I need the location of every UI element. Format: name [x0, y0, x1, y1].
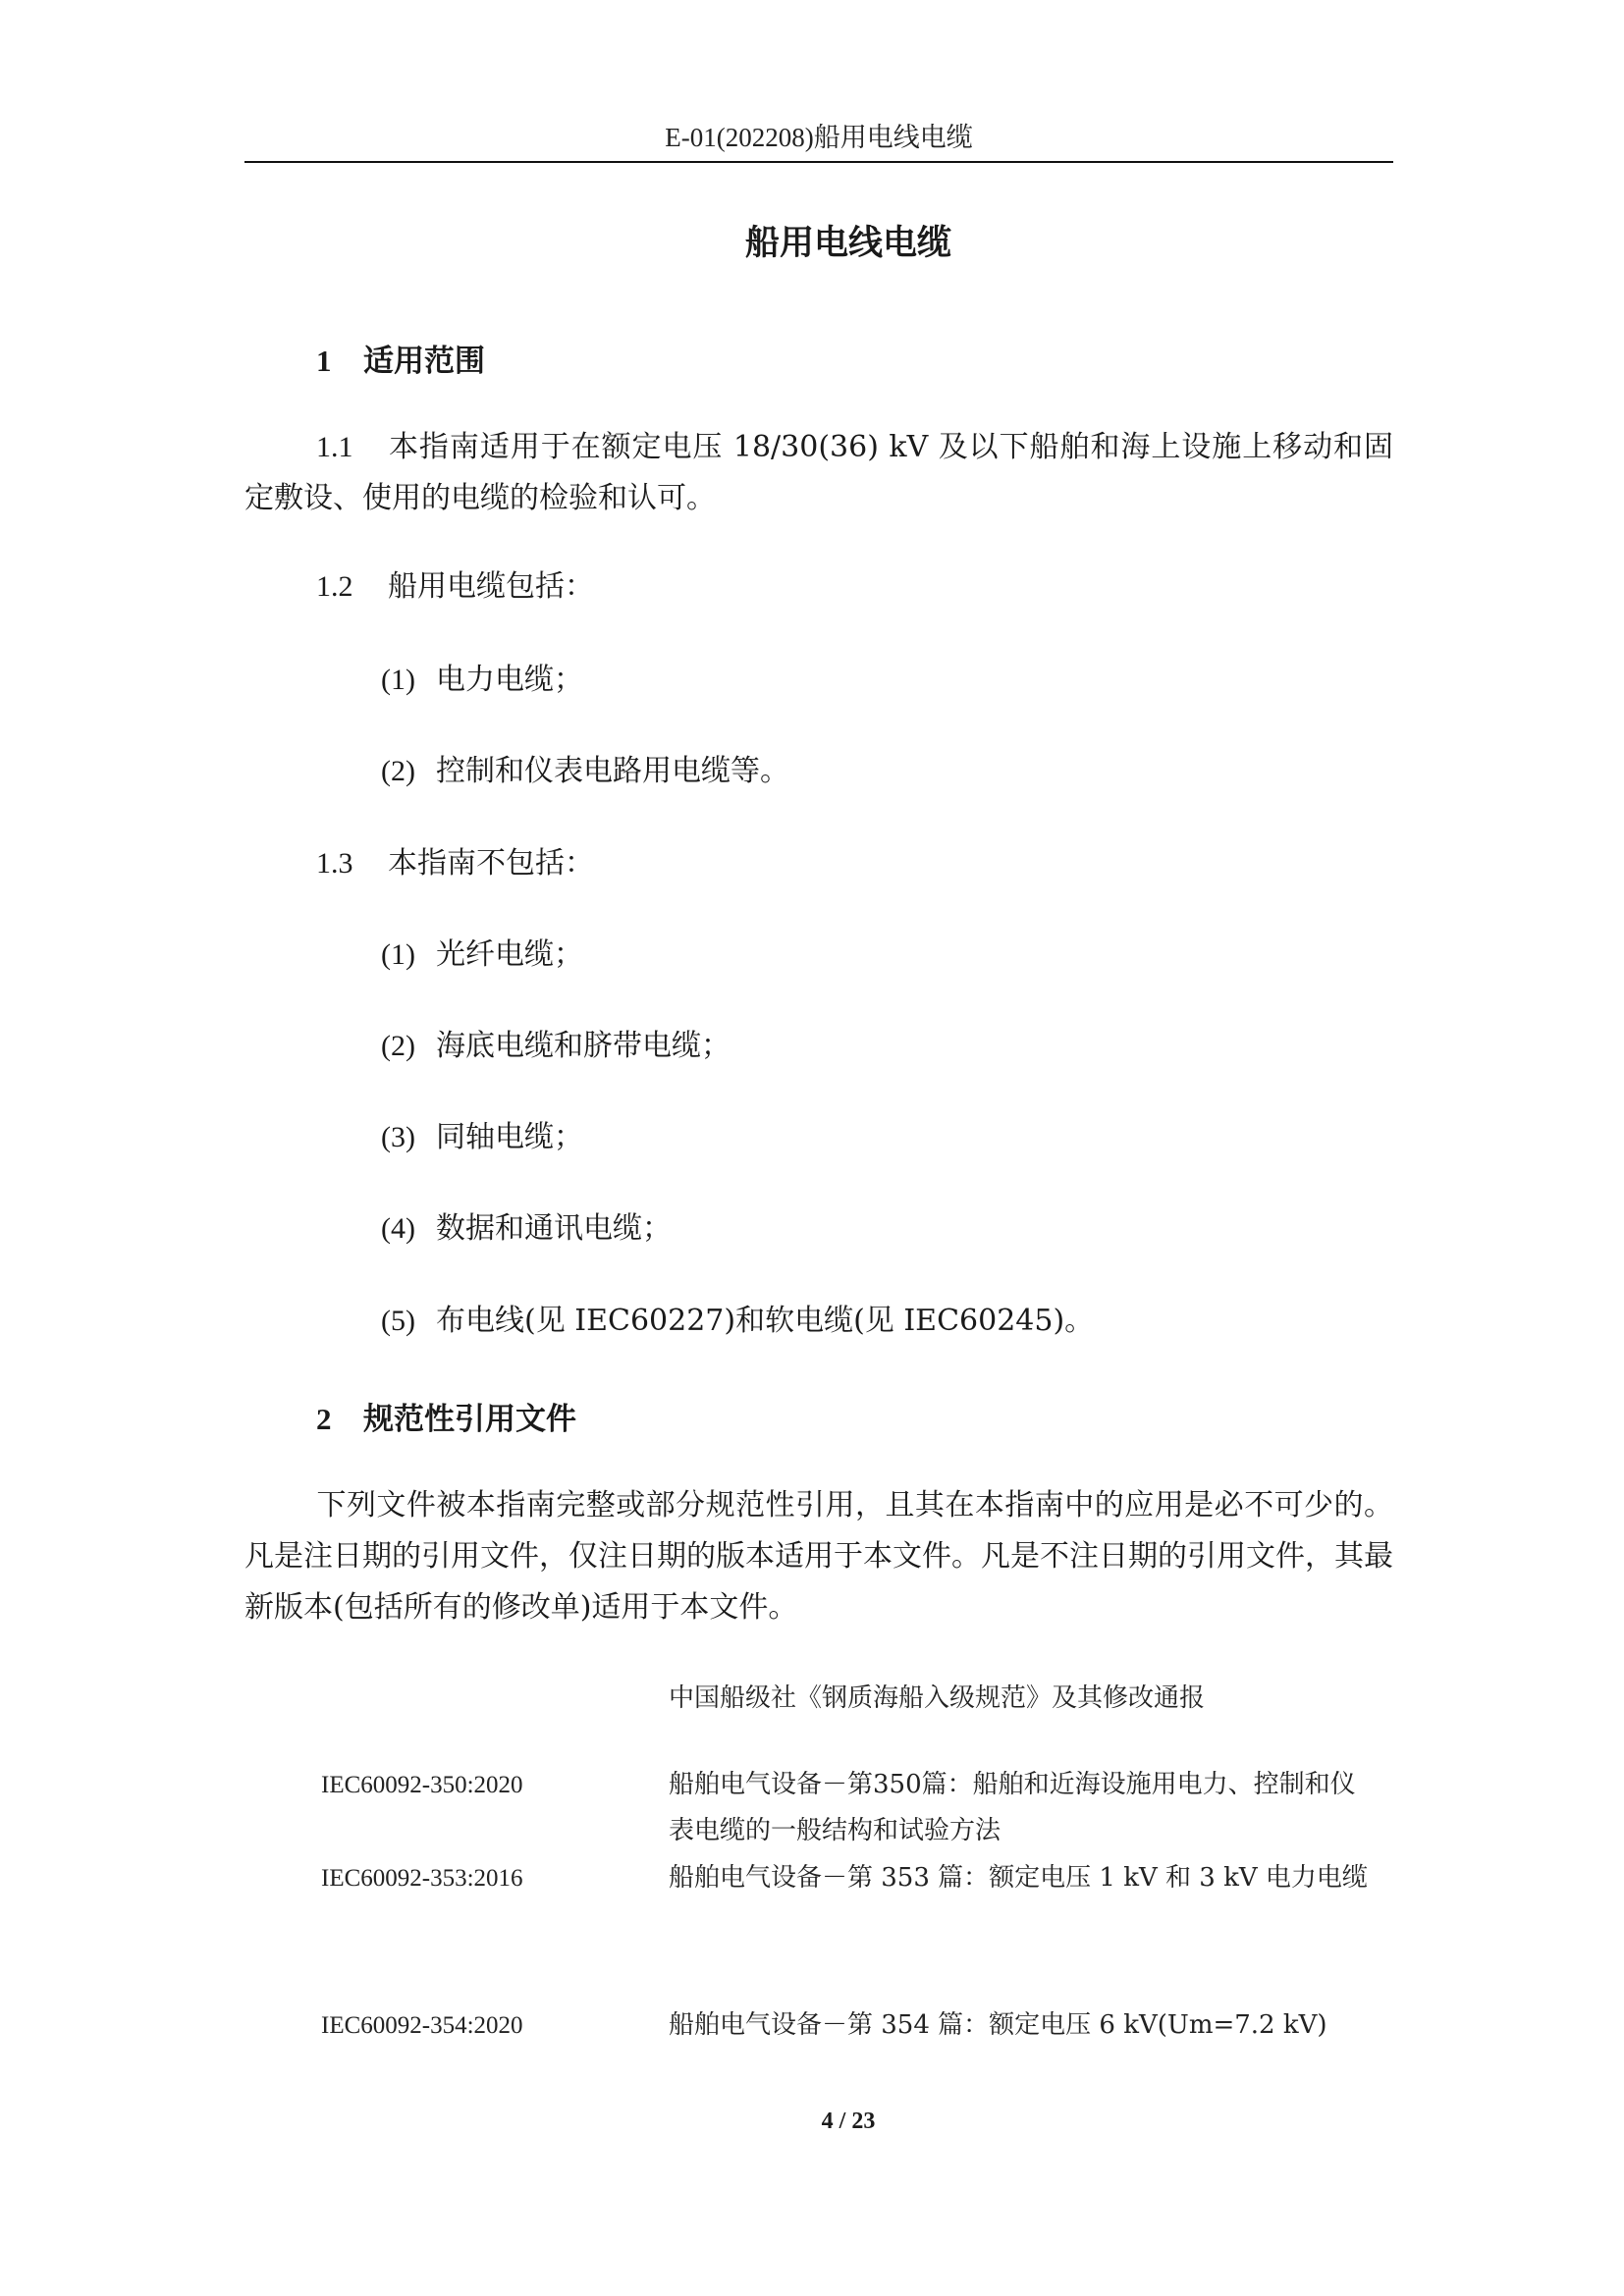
list-item-number: (1): [381, 664, 415, 696]
list-item-text: 海底电缆和脐带电缆；: [436, 1029, 731, 1063]
clause-1-1-text: 本指南适用于在额定电压 18/30(36) kV 及以下船舶和海上设施上移动和固定敷设、使用的电缆的检验和认可。: [244, 430, 1393, 515]
section-2-title: 规范性引用文件: [363, 1402, 576, 1437]
page-title: 船用电线电缆: [744, 224, 951, 263]
list-item-number: (3): [381, 1121, 415, 1153]
reference-code: IEC60092-353:2016: [321, 1865, 523, 1892]
reference-code: IEC60092-350:2020: [321, 1772, 523, 1798]
clause-1-3: [316, 844, 594, 883]
list-item: [381, 752, 789, 791]
clause-1-2-number: 1.2: [316, 570, 353, 603]
list-item: [381, 935, 583, 975]
clause-1-2: [316, 567, 594, 607]
page-number: 4 / 23: [821, 2109, 876, 2134]
list-item-text: 光纤电缆；: [436, 937, 583, 972]
clause-1-1-number: 1.1: [316, 431, 353, 463]
list-item-number: (2): [381, 755, 415, 787]
list-item-text: 布电线(见 IEC60227)和软电缆(见 IEC60245)。: [436, 1304, 1095, 1338]
section-1-number: 1: [316, 344, 332, 378]
section-2-heading: [316, 1394, 576, 1438]
list-item-number: (1): [381, 938, 415, 971]
list-item-text: 控制和仪表电路用电缆等。: [436, 754, 789, 788]
section-2-intro-text: 下列文件被本指南完整或部分规范性引用，且其在本指南中的应用是必不可少的。凡是注日期的引用文件，仅注日期的版本适用于本文件。凡是不注日期的引用文件，其最新版本(包括所有的修改单)适用于本文件。: [244, 1488, 1393, 1625]
reference-title: 中国船级社《钢质海船入级规范》及其修改通报: [669, 1683, 1206, 1713]
reference-title: 船舶电气设备－第 353 篇：额定电压 1 kV 和 3 kV 电力电缆: [669, 1863, 1368, 1893]
list-item: [381, 1209, 672, 1249]
section-2-number: 2: [316, 1402, 332, 1436]
list-item-number: (5): [381, 1305, 415, 1337]
reference-title: 船舶电气设备－第 354 篇：额定电压 6 kV(Um=7.2 kV): [669, 2010, 1327, 2040]
list-item: [381, 661, 583, 700]
list-item: [381, 1118, 583, 1157]
clause-1-3-number: 1.3: [316, 847, 353, 880]
header-divider: [244, 161, 1393, 163]
list-item-number: (2): [381, 1030, 415, 1062]
section-1-heading: [316, 336, 485, 380]
clause-1-2-text: 船用电缆包括：: [388, 569, 594, 604]
section-1-title: 适用范围: [363, 344, 485, 379]
list-item: [381, 1302, 1094, 1341]
section-2-intro: [244, 1480, 1393, 1633]
list-item-text: 数据和通讯电缆；: [436, 1211, 672, 1246]
reference-code: IEC60092-354:2020: [321, 2012, 523, 2039]
list-item-number: (4): [381, 1212, 415, 1245]
clause-1-3-text: 本指南不包括：: [388, 846, 594, 881]
list-item: [381, 1027, 731, 1066]
reference-title: 船舶电气设备－第350篇：船舶和近海设施用电力、控制和仪表电缆的一般结构和试验方法: [669, 1770, 1356, 1845]
list-item-text: 同轴电缆；: [436, 1120, 583, 1154]
clause-1-1: [244, 422, 1393, 524]
running-header: E-01(202208)船用电线电缆: [665, 123, 973, 152]
list-item-text: 电力电缆；: [436, 663, 583, 697]
